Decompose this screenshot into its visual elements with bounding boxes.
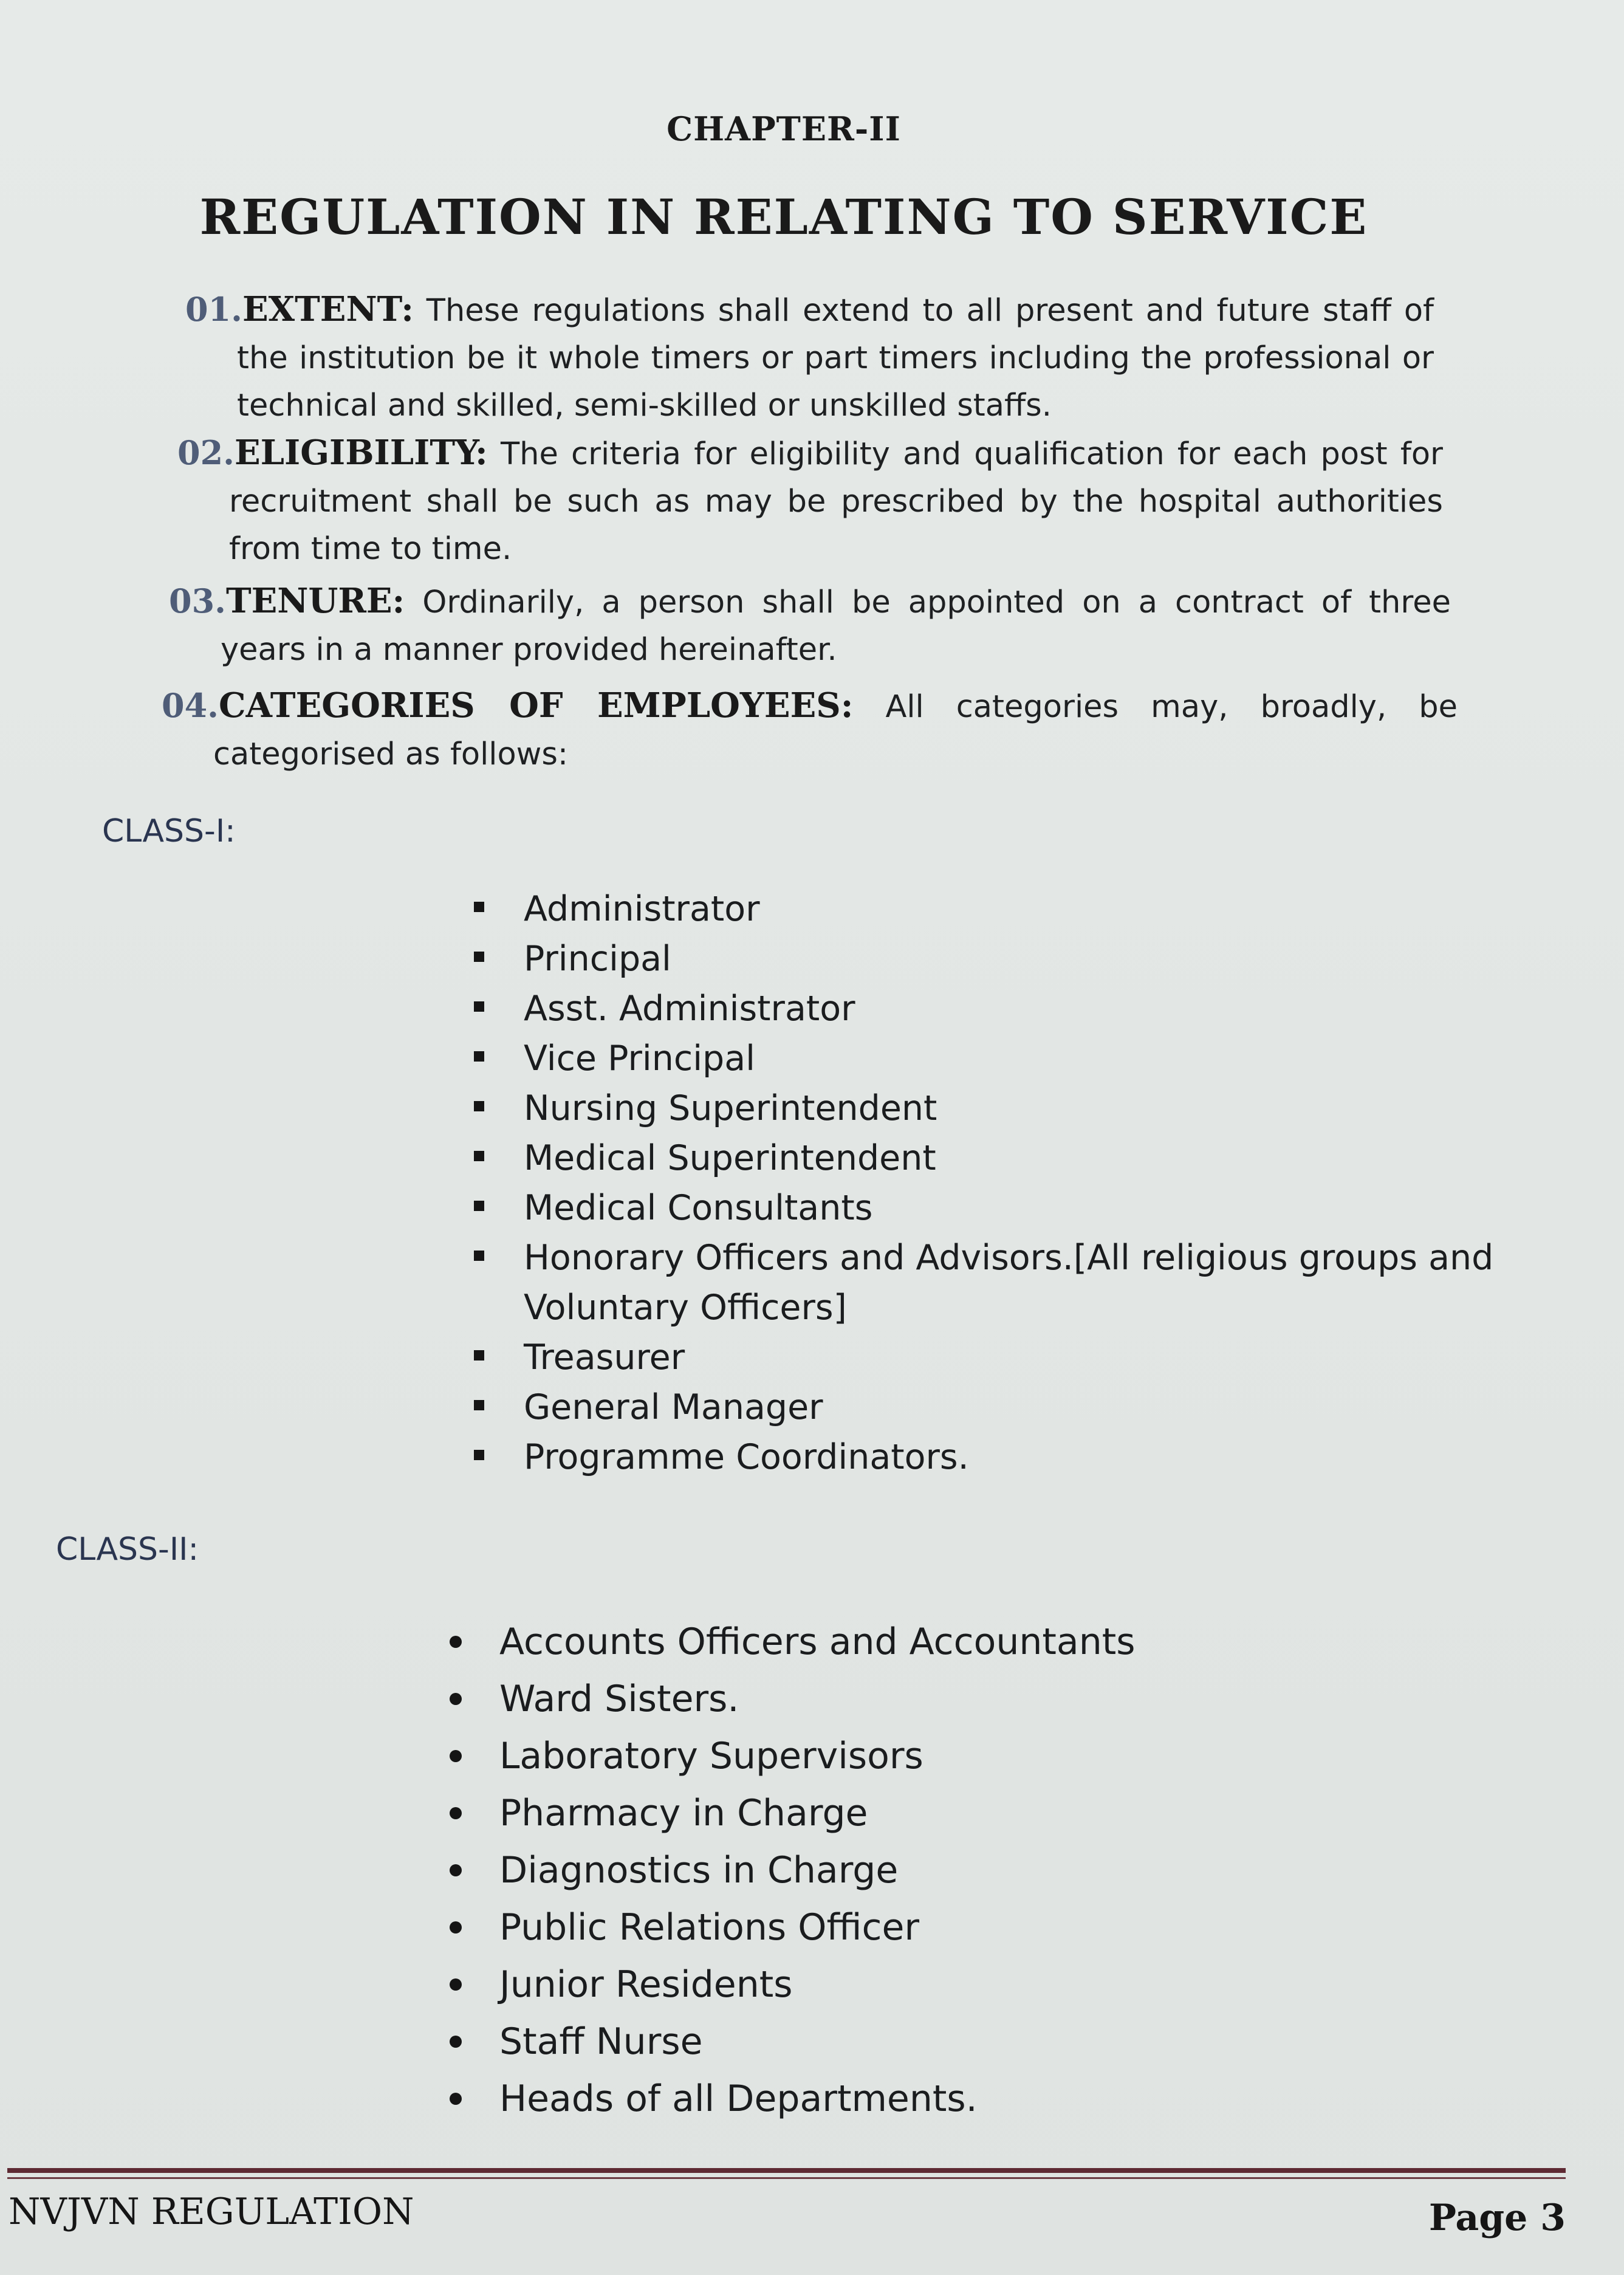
list-item: Heads of all Departments. bbox=[444, 2070, 1537, 2127]
list-item: Principal bbox=[468, 934, 1513, 984]
section-tenure bbox=[169, 577, 1451, 674]
page-number: Page 3 bbox=[1428, 2197, 1566, 2239]
list-item: Diagnostics in Charge bbox=[444, 1842, 1537, 1899]
list-item: Honorary Officers and Advisors.[All religious groups and Voluntary Officers] bbox=[468, 1233, 1513, 1333]
round-bullet-icon bbox=[450, 1636, 462, 1648]
section-number: 03. bbox=[169, 582, 226, 620]
footer-divider-thin bbox=[7, 2177, 1566, 2179]
list-item: Junior Residents bbox=[444, 1956, 1537, 2013]
section-number: 02. bbox=[177, 433, 235, 472]
square-bullet-icon bbox=[474, 1201, 484, 1211]
round-bullet-icon bbox=[450, 1807, 462, 1819]
square-bullet-icon bbox=[474, 1051, 484, 1062]
square-bullet-icon bbox=[474, 1350, 484, 1361]
section-text: Ordinarily, a person shall be appointed on a contract of three years in a manner provided hereinafter. bbox=[221, 585, 1451, 668]
section-text: These regulations shall extend to all present and future staff of the institution be it whole timers or part timers including the professional or technical and skilled, semi-skilled or unskilled staffs. bbox=[237, 293, 1434, 424]
round-bullet-icon bbox=[450, 1750, 462, 1762]
square-bullet-icon bbox=[474, 1001, 484, 1012]
list-item: Laboratory Supervisors bbox=[444, 1728, 1537, 1785]
round-bullet-icon bbox=[450, 2036, 462, 2048]
section-extent bbox=[185, 286, 1434, 430]
list-item: Medical Superintendent bbox=[468, 1133, 1513, 1183]
section-number: 04. bbox=[162, 686, 219, 725]
list-item: Public Relations Officer bbox=[444, 1899, 1537, 1956]
list-item: Nursing Superintendent bbox=[468, 1083, 1513, 1133]
section-text: The criteria for eligibility and qualification for each post for recruitment shall be such as may be prescribed by the hospital authorities from time to time. bbox=[229, 436, 1443, 567]
square-bullet-icon bbox=[474, 1400, 484, 1410]
section-categories bbox=[162, 682, 1458, 778]
round-bullet-icon bbox=[450, 2093, 462, 2105]
page-title: REGULATION IN RELATING TO SERVICE bbox=[199, 188, 1368, 245]
list-item: Pharmacy in Charge bbox=[444, 1785, 1537, 1842]
list-item: Vice Principal bbox=[468, 1034, 1513, 1083]
class-1-list bbox=[468, 884, 1513, 1482]
square-bullet-icon bbox=[474, 1450, 484, 1460]
section-heading: CATEGORIES OF EMPLOYEES: bbox=[218, 685, 854, 726]
square-bullet-icon bbox=[474, 1151, 484, 1161]
section-heading: ELIGIBILITY: bbox=[234, 433, 488, 473]
class-2-label: CLASS-II: bbox=[56, 1531, 199, 1568]
list-item: Programme Coordinators. bbox=[468, 1432, 1513, 1482]
section-heading: EXTENT: bbox=[242, 289, 414, 329]
list-item: Treasurer bbox=[468, 1333, 1513, 1382]
list-item: Staff Nurse bbox=[444, 2013, 1537, 2070]
section-heading: TENURE: bbox=[225, 581, 405, 621]
class-1-label: CLASS-I: bbox=[102, 813, 236, 849]
square-bullet-icon bbox=[474, 1101, 484, 1111]
list-item: Ward Sisters. bbox=[444, 1670, 1537, 1728]
list-item: General Manager bbox=[468, 1382, 1513, 1432]
section-number: 01. bbox=[185, 290, 242, 329]
section-text: All categories may, broadly, be categorised as follows: bbox=[213, 689, 1458, 772]
footer-document-name: NVJVN REGULATION bbox=[9, 2191, 414, 2233]
round-bullet-icon bbox=[450, 1693, 462, 1705]
chapter-heading: CHAPTER-II bbox=[666, 109, 901, 148]
footer-divider bbox=[7, 2168, 1566, 2173]
square-bullet-icon bbox=[474, 952, 484, 962]
section-eligibility bbox=[177, 429, 1443, 573]
list-item: Asst. Administrator bbox=[468, 984, 1513, 1034]
round-bullet-icon bbox=[450, 1978, 462, 1991]
list-item: Accounts Officers and Accountants bbox=[444, 1613, 1537, 1670]
class-2-list bbox=[444, 1613, 1537, 2127]
round-bullet-icon bbox=[450, 1864, 462, 1876]
square-bullet-icon bbox=[474, 902, 484, 912]
square-bullet-icon bbox=[474, 1251, 484, 1261]
list-item: Medical Consultants bbox=[468, 1183, 1513, 1233]
list-item: Administrator bbox=[468, 884, 1513, 934]
round-bullet-icon bbox=[450, 1921, 462, 1934]
